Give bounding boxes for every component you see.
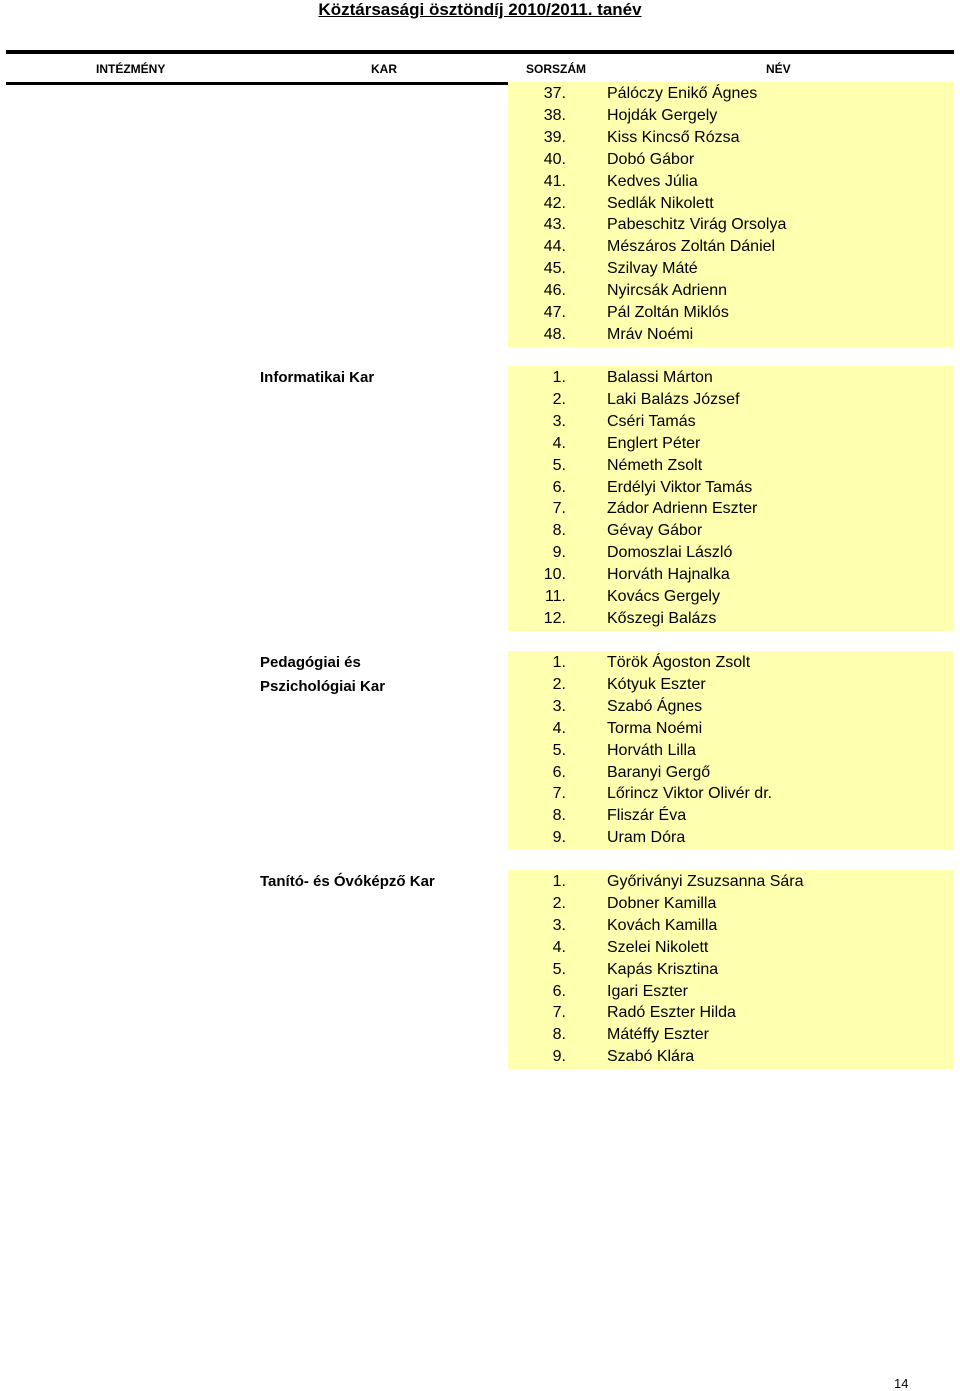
row-name: Igari Eszter: [607, 982, 688, 1000]
row-name: Kótyuk Eszter: [607, 675, 706, 693]
row-name: Szilvay Máté: [607, 260, 698, 278]
row-name: Szabó Ágnes: [607, 697, 703, 715]
row-name: Mráv Noémi: [607, 325, 694, 343]
row-name: Horváth Hajnalka: [607, 566, 730, 584]
row-number: 8.: [552, 522, 566, 540]
row-name: Szabó Klára: [607, 1048, 695, 1066]
row-name: Kovács Gergely: [607, 588, 720, 605]
row-number: 1.: [552, 654, 566, 671]
table-header: [6, 54, 954, 85]
row-number: 37.: [543, 85, 566, 102]
faculty-name: Informatikai Kar: [260, 369, 375, 386]
row-number: 9.: [552, 829, 566, 847]
table-row: [0, 477, 960, 499]
row-name: Nyircsák Adrienn: [607, 282, 728, 300]
row-name: Fliszár Éva: [607, 807, 687, 825]
row-name: Hojdák Gergely: [607, 106, 718, 124]
row-number: 9.: [552, 544, 566, 562]
table-row: [0, 937, 960, 959]
row-number: 2.: [552, 675, 566, 693]
row-name: Kapás Krisztina: [607, 960, 719, 978]
table-row: [0, 389, 960, 411]
row-number: 7.: [552, 500, 566, 518]
row-name: Mátéffy Eszter: [607, 1026, 709, 1044]
table-row: [0, 280, 960, 302]
row-number: 5.: [552, 960, 566, 978]
table-row: [0, 718, 960, 740]
table-row: [0, 1002, 960, 1024]
row-number: 4.: [552, 938, 566, 956]
row-number: 3.: [552, 697, 566, 715]
row-name: Balassi Márton: [607, 369, 713, 386]
row-name: Pál Zoltán Miklós: [607, 304, 729, 321]
page-number: 14: [894, 1376, 909, 1391]
row-number: 12.: [543, 609, 566, 627]
table-row: [0, 498, 960, 520]
row-name: Gévay Gábor: [607, 522, 703, 540]
table-row: [0, 981, 960, 1003]
row-number: 1.: [552, 873, 566, 890]
header-institution: INTÉZMÉNY: [96, 62, 166, 76]
row-number: 6.: [552, 478, 566, 496]
table-row: [0, 105, 960, 127]
row-name: Dobó Gábor: [607, 150, 695, 168]
row-name: Domoszlai László: [607, 544, 733, 562]
table-row: [0, 302, 960, 324]
table-row: [0, 324, 960, 346]
row-number: 41.: [543, 172, 566, 190]
row-number: 6.: [552, 763, 566, 781]
table-row: [0, 696, 960, 718]
row-name: Török Ágoston Zsolt: [607, 654, 751, 671]
table-row: [0, 83, 960, 105]
row-name: Englert Péter: [607, 434, 701, 452]
table-row: [0, 149, 960, 171]
row-number: 3.: [552, 916, 566, 934]
table-row: [0, 542, 960, 564]
table-row: [0, 1024, 960, 1046]
row-number: 1.: [552, 369, 566, 386]
row-name: Radó Eszter Hilda: [607, 1004, 736, 1022]
row-number: 5.: [552, 741, 566, 759]
table-row: [0, 674, 960, 696]
table-row: [0, 455, 960, 477]
header-name: NÉV: [766, 62, 791, 76]
table-row: [0, 915, 960, 937]
row-name: Kovách Kamilla: [607, 916, 718, 934]
row-number: 48.: [543, 325, 566, 343]
row-name: Zádor Adrienn Eszter: [607, 500, 758, 518]
table-row: [0, 127, 960, 149]
row-number: 2.: [552, 894, 566, 912]
row-number: 9.: [552, 1048, 566, 1066]
table-row: [0, 783, 960, 805]
row-name: Horváth Lilla: [607, 741, 696, 759]
row-name: Uram Dóra: [607, 829, 686, 847]
row-number: 6.: [552, 982, 566, 1000]
row-number: 11.: [544, 588, 566, 605]
table-row: [0, 871, 960, 893]
row-number: 7.: [552, 785, 566, 803]
row-number: 5.: [552, 456, 566, 474]
row-name: Pabeschitz Virág Orsolya: [607, 216, 787, 234]
faculty-name: Tanító- és Óvóképző Kar: [260, 873, 435, 890]
table-row: [0, 1046, 960, 1068]
table-row: [0, 236, 960, 258]
row-name: Erdélyi Viktor Tamás: [607, 478, 753, 496]
faculty-name: Pedagógiai és Pszichológiai Kar: [260, 654, 386, 695]
table-row: [0, 367, 960, 389]
row-name: Németh Zsolt: [607, 456, 703, 474]
table-row: [0, 959, 960, 981]
row-number: 2.: [552, 390, 566, 408]
row-number: 43.: [543, 216, 566, 234]
table-row: [0, 586, 960, 608]
table-row: [0, 214, 960, 236]
row-name: Dobner Kamilla: [607, 894, 717, 912]
row-number: 38.: [543, 106, 566, 124]
row-number: 10.: [543, 566, 566, 584]
table-row: [0, 258, 960, 280]
row-number: 47.: [543, 304, 566, 321]
table-row: [0, 193, 960, 215]
row-name: Kőszegi Balázs: [607, 609, 717, 627]
row-number: 7.: [552, 1004, 566, 1022]
row-number: 8.: [552, 807, 566, 825]
row-number: 44.: [543, 238, 566, 256]
row-name: Szelei Nikolett: [607, 938, 709, 956]
table-row: [0, 827, 960, 849]
row-number: 46.: [543, 282, 566, 300]
page-title: Köztársasági ösztöndíj 2010/2011. tanév: [318, 0, 642, 19]
table-row: [0, 652, 960, 674]
row-number: 40.: [543, 150, 566, 168]
table-row: [0, 520, 960, 542]
table-row: [0, 411, 960, 433]
row-number: 39.: [543, 128, 566, 146]
row-name: Baranyi Gergő: [607, 763, 711, 781]
row-number: 8.: [552, 1026, 566, 1044]
header-faculty: KAR: [371, 62, 397, 76]
row-number: 42.: [543, 194, 566, 212]
row-number: 4.: [552, 719, 566, 737]
table-row: [0, 608, 960, 630]
table-row: [0, 433, 960, 455]
row-name: Cséri Tamás: [607, 412, 696, 430]
table-row: [0, 893, 960, 915]
row-name: Kiss Kincső Rózsa: [607, 128, 740, 146]
row-name: Lőrincz Viktor Olivér dr.: [607, 785, 773, 803]
row-number: 3.: [552, 412, 566, 430]
row-name: Laki Balázs József: [607, 390, 740, 408]
header-number: SORSZÁM: [526, 62, 586, 76]
row-name: Sedlák Nikolett: [607, 194, 714, 212]
row-name: Kedves Júlia: [607, 172, 698, 190]
row-name: Pálóczy Enikő Ágnes: [607, 85, 758, 102]
row-number: 4.: [552, 434, 566, 452]
table-row: [0, 762, 960, 784]
row-name: Mészáros Zoltán Dániel: [607, 238, 776, 256]
table-row: [0, 740, 960, 762]
row-number: 45.: [543, 260, 566, 278]
row-name: Győriványi Zsuzsanna Sára: [607, 873, 804, 890]
table-row: [0, 171, 960, 193]
row-name: Torma Noémi: [607, 719, 703, 737]
table-row: [0, 564, 960, 586]
table-row: [0, 805, 960, 827]
